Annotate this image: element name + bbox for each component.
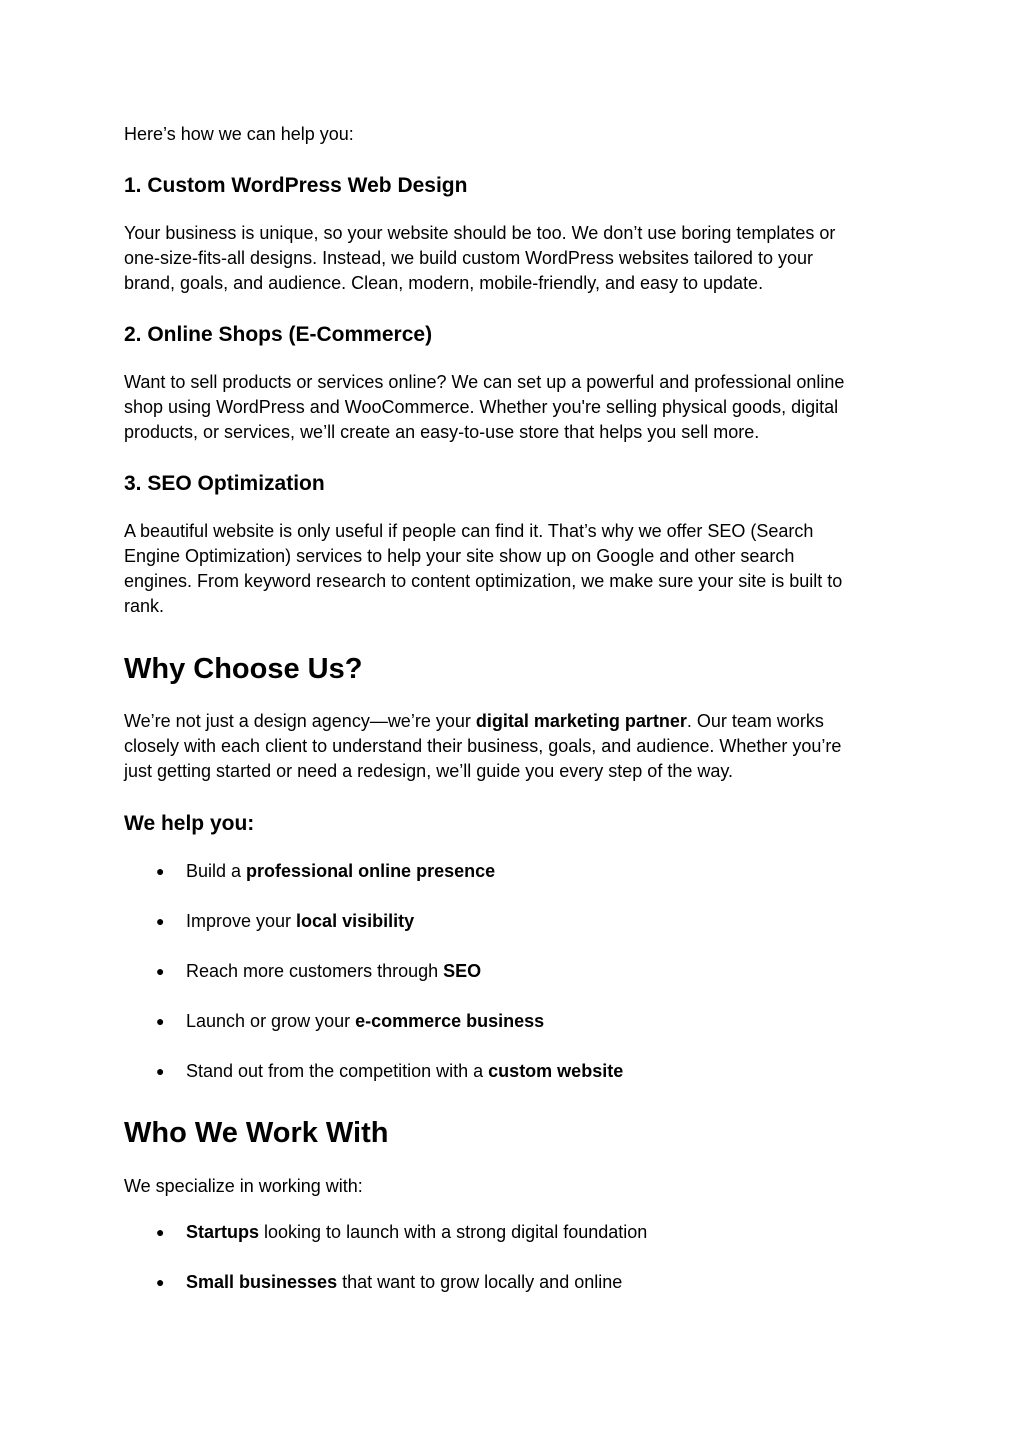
- bold-text-run: Small businesses: [186, 1272, 338, 1292]
- list-item: [156, 1059, 623, 1083]
- bold-text-run: digital marketing partner: [475, 711, 687, 731]
- why-choose-us-paragraph: [124, 709, 894, 784]
- bold-text-run: custom website: [488, 1061, 624, 1081]
- paragraph-line: closely with each client to understand their business, goals, and audience. Whether you’re: [124, 736, 842, 756]
- bullet-icon: ●: [156, 1274, 165, 1290]
- text-run: . Our team works: [686, 711, 824, 731]
- list-item: [156, 909, 414, 933]
- service-heading-seo: 3. SEO Optimization: [124, 472, 325, 495]
- list-item: [156, 1270, 622, 1294]
- text-run: Build a: [186, 861, 247, 881]
- bullet-icon: ●: [156, 1013, 165, 1029]
- paragraph-line: Your business is unique, so your website should be too. We don’t use boring templates or: [124, 223, 836, 243]
- list-item: [156, 959, 481, 983]
- paragraph-line: shop using WordPress and WooCommerce. Whether you're selling physical goods, digital: [124, 397, 839, 417]
- text-run: looking to launch with a strong digital foundation: [259, 1222, 648, 1242]
- text-run: Improve your: [186, 911, 297, 931]
- paragraph-line: products, or services, we’ll create an easy-to-use store that helps you sell more.: [124, 422, 760, 442]
- paragraph-line: brand, goals, and audience. Clean, modern, mobile-friendly, and easy to update.: [124, 273, 764, 293]
- intro-text: Here’s how we can help you:: [124, 124, 354, 144]
- paragraph-line: [124, 709, 894, 734]
- text-run: Launch or grow your: [186, 1011, 356, 1031]
- service-paragraph-seo: [124, 519, 894, 619]
- paragraph-line: engines. From keyword research to content optimization, we make sure your site is built to: [124, 571, 843, 591]
- service-heading-ecommerce: 2. Online Shops (E-Commerce): [124, 323, 433, 346]
- list-item: [156, 859, 495, 883]
- bullet-icon: ●: [156, 913, 165, 929]
- service-heading-wordpress: 1. Custom WordPress Web Design: [124, 174, 468, 197]
- bullet-icon: ●: [156, 1224, 165, 1240]
- paragraph-line: just getting started or need a redesign, we’ll guide you every step of the way.: [124, 761, 734, 781]
- text-run: Stand out from the competition with a: [186, 1061, 489, 1081]
- paragraph-line: Engine Optimization) services to help your site show up on Google and other search: [124, 546, 795, 566]
- bold-text-run: SEO: [443, 961, 482, 981]
- bullet-icon: ●: [156, 1063, 165, 1079]
- who-we-work-with-heading: Who We Work With: [124, 1117, 389, 1149]
- list-item: [156, 1220, 647, 1244]
- bold-text-run: Startups: [186, 1222, 260, 1242]
- bold-text-run: local visibility: [296, 911, 415, 931]
- text-run: Reach more customers through: [186, 961, 444, 981]
- bold-text-run: e-commerce business: [355, 1011, 545, 1031]
- bullet-icon: ●: [156, 963, 165, 979]
- text-run: that want to grow locally and online: [337, 1272, 623, 1292]
- list-item: [156, 1009, 544, 1033]
- paragraph-line: rank.: [124, 596, 165, 616]
- service-paragraph-wordpress: [124, 221, 894, 296]
- text-run: We’re not just a design agency—we’re your: [124, 711, 476, 731]
- paragraph-line: one-size-fits-all designs. Instead, we build custom WordPress websites tailored to your: [124, 248, 813, 268]
- we-help-you-heading: We help you:: [124, 812, 255, 835]
- paragraph-line: A beautiful website is only useful if people can find it. That’s why we offer SEO (Search: [124, 521, 814, 541]
- paragraph-line: Want to sell products or services online? We can set up a powerful and professional online: [124, 372, 845, 392]
- bullet-icon: ●: [156, 863, 165, 879]
- service-paragraph-ecommerce: [124, 370, 894, 445]
- why-choose-us-heading: Why Choose Us?: [124, 653, 363, 685]
- who-intro-text: We specialize in working with:: [124, 1176, 363, 1196]
- bold-text-run: professional online presence: [246, 861, 496, 881]
